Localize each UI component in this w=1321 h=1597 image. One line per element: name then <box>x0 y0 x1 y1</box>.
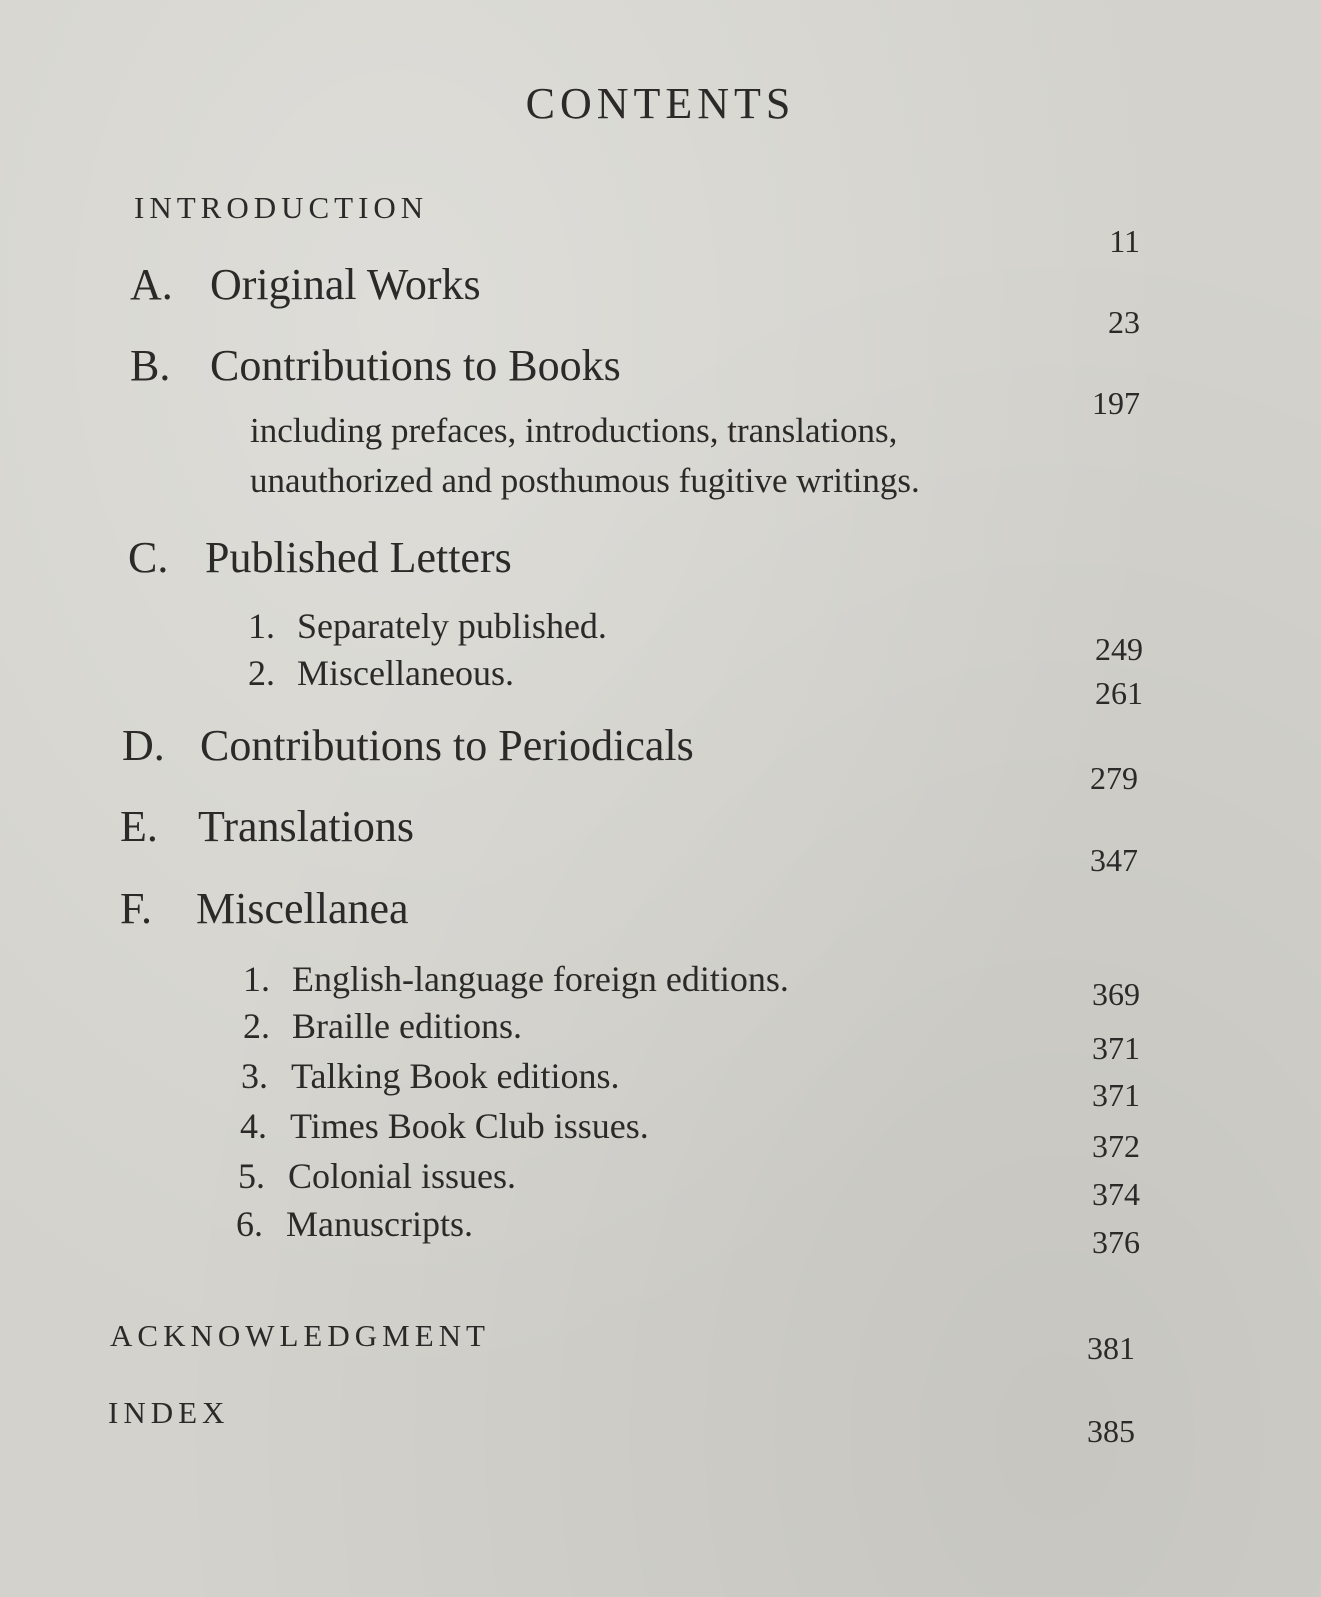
section-c-title: Published Letters <box>205 533 512 582</box>
section-c-letter: C. <box>128 533 169 582</box>
section-f-title: Miscellanea <box>196 884 409 933</box>
section-f-item-6-page: 376 <box>1092 1224 1140 1260</box>
section-f-item-1-number: 1. <box>243 959 270 999</box>
section-f-item-2-number: 2. <box>243 1006 270 1046</box>
section-a-letter: A. <box>130 260 173 309</box>
section-d-letter: D. <box>122 721 165 770</box>
section-c-item-1-number: 1. <box>248 606 275 646</box>
section-f-item-1-page: 369 <box>1092 976 1140 1012</box>
section-a-page: 23 <box>1108 304 1140 340</box>
section-f-item-3-label: Talking Book editions. <box>291 1056 620 1096</box>
section-f-item-4-label: Times Book Club issues. <box>290 1106 649 1146</box>
section-f-item-6-number: 6. <box>236 1204 263 1244</box>
index-page: 385 <box>1087 1413 1135 1449</box>
section-a-title: Original Works <box>210 260 481 309</box>
section-c-item-2-number: 2. <box>248 653 275 693</box>
section-c-item-1-page: 249 <box>1095 631 1143 667</box>
section-c-item-1-label: Separately published. <box>297 606 607 646</box>
section-f-item-2-label: Braille editions. <box>292 1006 522 1046</box>
section-f-item-5-label: Colonial issues. <box>288 1156 517 1196</box>
section-b-letter: B. <box>130 341 171 390</box>
index-label: INDEX <box>108 1395 230 1430</box>
section-e-letter: E. <box>120 802 158 851</box>
section-f-item-6-label: Manuscripts. <box>286 1204 473 1244</box>
section-f-item-5-number: 5. <box>238 1156 265 1196</box>
section-f-item-5-page: 374 <box>1092 1176 1140 1212</box>
section-f-item-3-number: 3. <box>241 1056 268 1096</box>
section-e-title: Translations <box>198 802 414 851</box>
section-d-title: Contributions to Periodicals <box>200 721 694 770</box>
section-b-description-line-1: including prefaces, introductions, translations, <box>250 411 898 450</box>
section-e-page: 347 <box>1090 842 1138 878</box>
section-b-page: 197 <box>1092 385 1140 421</box>
section-f-item-4-number: 4. <box>240 1106 267 1146</box>
section-f-item-1-label: English-language foreign editions. <box>292 959 789 999</box>
acknowledgment-label: ACKNOWLEDGMENT <box>110 1318 490 1353</box>
section-b-description-line-2: unauthorized and posthumous fugitive writings. <box>250 461 920 500</box>
section-b-title: Contributions to Books <box>210 341 621 390</box>
section-f-item-2-page: 371 <box>1092 1030 1140 1066</box>
introduction-label: INTRODUCTION <box>134 190 429 225</box>
section-c-item-2-label: Miscellaneous. <box>297 653 514 693</box>
section-c-item-2-page: 261 <box>1095 675 1143 711</box>
introduction-page: 11 <box>1109 223 1140 259</box>
acknowledgment-page: 381 <box>1087 1330 1135 1366</box>
section-f-item-3-page: 371 <box>1092 1077 1140 1113</box>
page-title: CONTENTS <box>525 79 796 128</box>
section-f-letter: F. <box>120 884 152 933</box>
section-f-item-4-page: 372 <box>1092 1128 1140 1164</box>
section-d-page: 279 <box>1090 760 1138 796</box>
